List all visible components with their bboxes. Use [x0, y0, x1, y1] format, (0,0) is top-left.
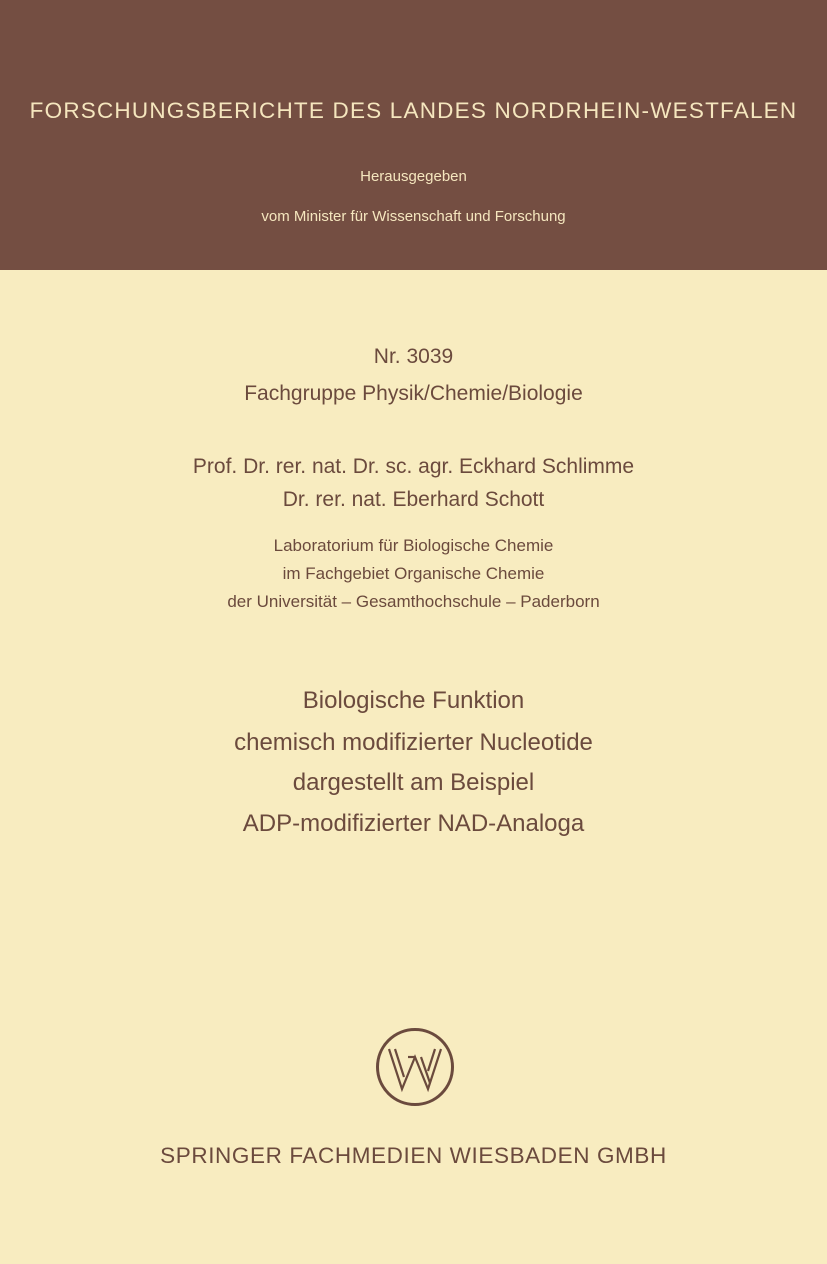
author-line: Prof. Dr. rer. nat. Dr. sc. agr. Eckhard Schlimme — [192, 455, 635, 478]
ministry-line: vom Minister für Wissenschaft und Forschung — [261, 208, 566, 225]
series-title: FORSCHUNGSBERICHTE DES LANDES NORDRHEIN-WESTFALEN — [29, 98, 798, 123]
book-title-line: chemisch modifizierter Nucleotide — [234, 729, 593, 756]
publisher-logo-icon — [375, 1027, 455, 1107]
book-title-line: dargestellt am Beispiel — [292, 769, 535, 796]
header-band — [0, 0, 827, 270]
report-number: Nr. 3039 — [373, 345, 454, 368]
publisher-name: SPRINGER FACHMEDIEN WIESBADEN GMBH — [160, 1143, 667, 1168]
subject-group: Fachgruppe Physik/Chemie/Biologie — [244, 382, 583, 405]
book-title-line: ADP-modifizierter NAD-Analoga — [242, 810, 585, 837]
publisher-note: Herausgegeben — [360, 168, 467, 185]
affiliation-line: der Universität – Gesamthochschule – Paderborn — [227, 592, 600, 611]
affiliation-line: Laboratorium für Biologische Chemie — [273, 536, 554, 555]
affiliation-line: im Fachgebiet Organische Chemie — [282, 564, 545, 583]
author-line: Dr. rer. nat. Eberhard Schott — [282, 488, 545, 511]
book-title-line: Biologische Funktion — [302, 687, 525, 714]
